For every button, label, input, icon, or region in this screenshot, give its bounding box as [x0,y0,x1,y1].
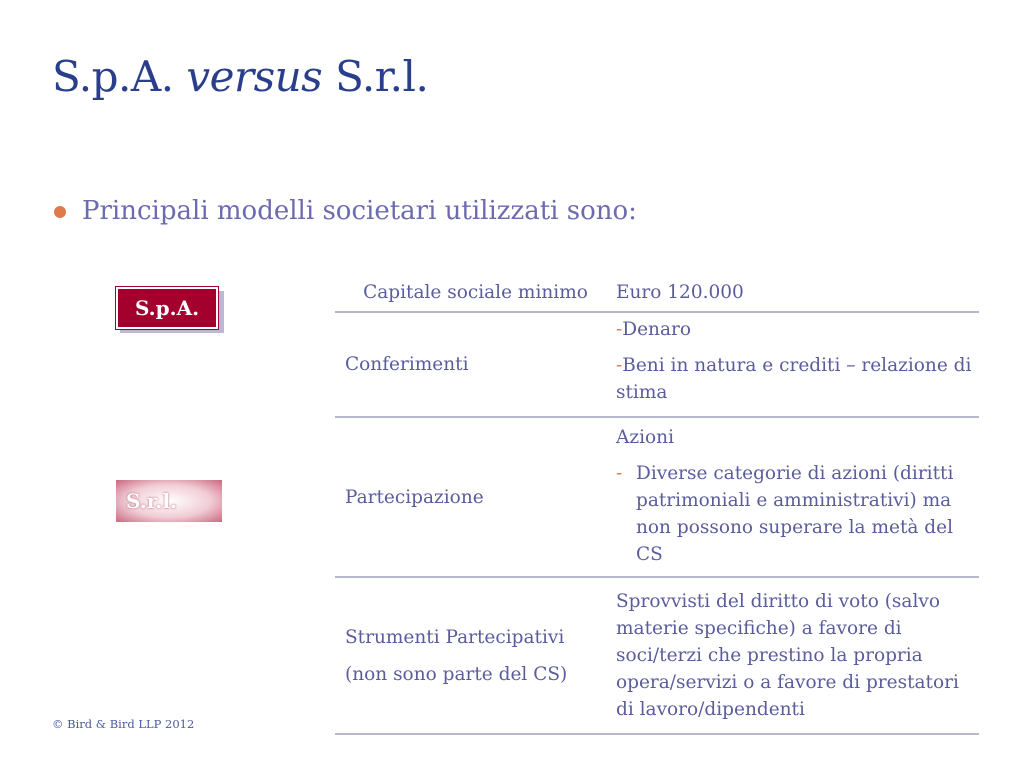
table-row-strumenti [335,578,979,735]
row-label: Partecipazione [345,486,484,508]
dash-marker: - [616,319,623,340]
spa-tag [116,287,222,333]
row-label-line2: (non sono parte del CS) [345,663,568,685]
bullet-point [54,196,637,226]
row-label: Capitale sociale minimo [363,282,588,303]
title-srl: S.r.l. [335,52,429,101]
comparison-table [335,274,979,735]
slide-title [52,52,428,101]
row-value: Sprovvisti del diritto di voto (salvo materie specifiche) a favore di soci/terzi che prestino la propria opera/servizi o a favore di prestatori di lavoro/dipendenti [616,591,959,720]
table-row-capitale [335,274,979,313]
row-value [606,313,979,416]
table-row-conferimenti [335,313,979,418]
list-item [616,316,979,343]
row-value: Euro 120.000 [616,282,744,303]
list-item: Azioni [616,427,674,448]
list-item [616,460,979,568]
row-label-line1: Strumenti Partecipativi [345,626,565,648]
row-label [335,578,606,733]
dash-marker: - [616,463,623,484]
bullet-text: Principali modelli societari utilizzati sono: [82,196,637,226]
table-row-partecipazione [335,418,979,578]
item-text: Diverse categorie di azioni (diritti patrimoniali e amministrativi) ma non possono superare la metà del CS [636,463,954,565]
dash-marker: - [616,355,623,376]
row-value [606,418,979,576]
copyright-footer: © Bird & Bird LLP 2012 [52,717,195,731]
title-versus: versus [186,52,323,101]
list-item [616,352,979,406]
spa-tag-label: S.p.A. [116,287,218,329]
item-text: Beni in natura e crediti – relazione di stima [616,355,972,403]
row-label: Conferimenti [345,354,469,375]
bullet-dot-icon [54,206,66,218]
srl-tag: S.r.l. [116,480,222,522]
title-spa: S.p.A. [52,52,174,101]
item-text: Denaro [622,319,691,340]
